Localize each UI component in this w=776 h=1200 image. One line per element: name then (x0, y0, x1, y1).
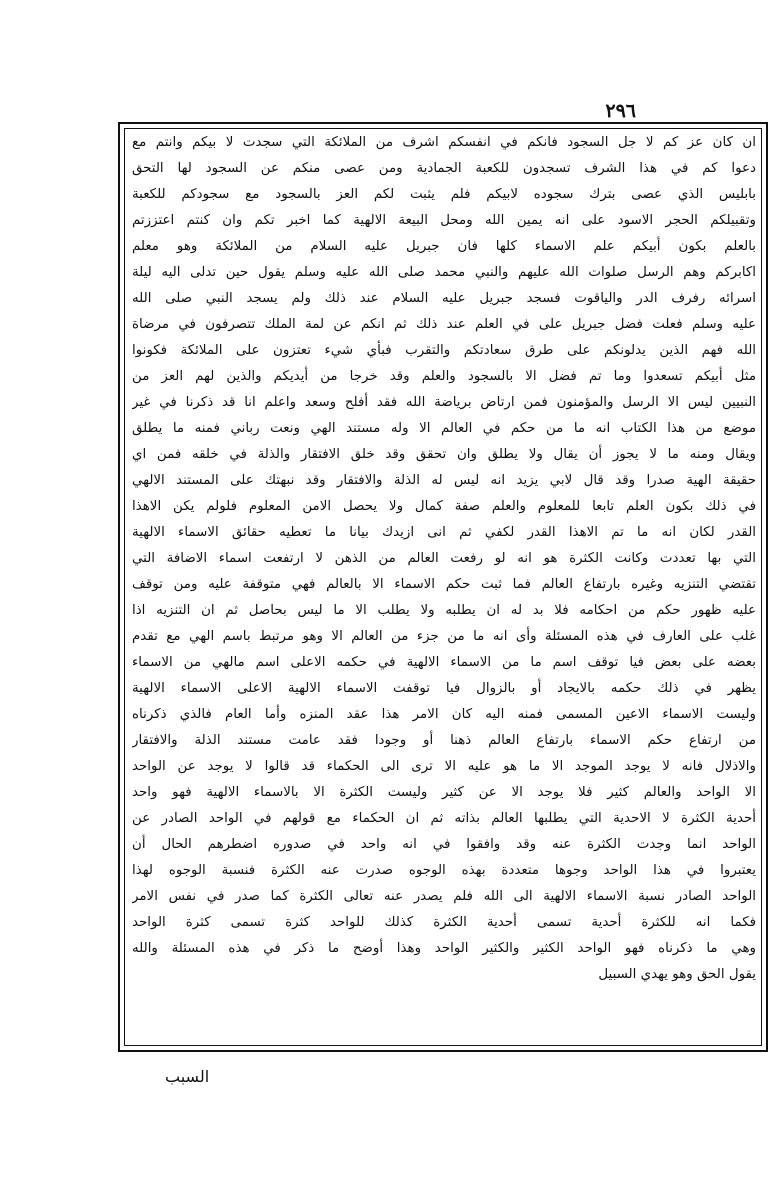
text-line: الا الواحد والعالم كثير فلا يوجد الا عن كثير وليست الكثرة الا بالاسماء الالهية فهو واحد (132, 785, 756, 800)
catchword: السبب (165, 1067, 210, 1086)
text-line: اسرائه رفرف الدر والياقوت فسجد جبريل عليه السلام عند ذلك ولم يسجد النبي صلى الله (132, 291, 756, 306)
text-line: القدر لكان انه ما تم الاهذا القدر لكفي ثم انى ازيدك بيانا ما تعطيه حقائق الاسماء الالهية (132, 525, 756, 540)
text-line: الواحد الصادر نسبة الاسماء الالهية الى الله فلم يصدر عنه تعالى الكثرة كما صدر في نفس الامر (132, 889, 756, 904)
text-line: دعوا كم في هذا الشرف تسجدون للكعبة الجمادية ومن عصى منكم عن السجود لها التحق (132, 161, 756, 176)
text-line: حقيقة الهية صدرا وقد قال لابي يزيد انه ليس له الذلة والافتقار وقد نبهتك على المستند الالهي (132, 473, 756, 488)
text-frame (118, 122, 768, 1052)
text-line: عليه وسلم فعلت فضل جبريل على في العلم عند ذلك ثم انكم عن لمة الملك تتصرفون في مرضاة (132, 317, 756, 332)
text-line: يقول الحق وهو يهدي السبيل (598, 967, 756, 982)
text-line: يظهر في ذلك حكمه بالايجاد أو بالزوال فيا توقفت الاسماء الالهية الاعلى الاسماء الالهية (132, 681, 756, 696)
text-line: موضع من هذا الكتاب انه ما من حكم في العالم الا وله مستند الهي ونعت رباني فمنه ما يطلق (132, 421, 756, 436)
text-line: في ذلك بكون العلم تابعا للمعلوم والعلم صفة كمال ولا يحصل الامن المعلوم فلولم يكن الاهذا (132, 499, 756, 514)
text-line: والاذلال فانه لا يوجد الموجد الا ما هو عليه الا ترى الى الحكماء قد قالوا لا يوجد عن الواحد (132, 759, 756, 774)
text-line: مثل أبيكم تسعدوا وما تم فضل الا بالسجود والعلم وقد خرجا من أيديكم والذين لهم العز من (132, 369, 756, 384)
text-line: بعضه على بعض فيا توقف اسم ما من الاسماء الالهية في حكمه الاعلى اسم مالهي من الاسماء (132, 655, 756, 670)
text-line: غلب على العارف في هذه المسئلة وأى انه ما من جزء من العالم الا وهو مرتبط باسم الهي مع تقدم (132, 629, 756, 644)
text-line: التي بها تعددت وكانت الكثرة هو انه لو رفعت العالم من الذهن لا ارتفعت اسماء الاضافة التي (132, 551, 756, 566)
text-line: وهي ما ذكرناه فهو الواحد الكثير والكثير الواحد وهذا أوضح ما ذكر في هذه المسئلة والله (132, 941, 756, 956)
text-line: الله فهم الذين يدلونكم على طرق سعادتكم والتقرب فبأي شيء تعتزون على الملائكة فكونوا (132, 343, 756, 358)
text-line: الواحد انما وجدت الكثرة عنه وقد وافقوا في انه واحد في صدوره اضطرهم الحال أن (132, 837, 756, 852)
text-line: النبيين ليس الا الرسل والمؤمنون فمن ارتاض برياضة الله فقد أفلح وسعد واعلم انا قد ذكرنا في غير (132, 395, 756, 410)
text-line: فكما انه للكثرة أحدية تسمى أحدية الكثرة كذلك للواحد كثرة تسمى كثرة الواحد (132, 915, 756, 930)
text-line: وتقبيلكم الحجر الاسود على انه يمين الله ومحل البيعة الالهية كما اخبر تكم وان كنتم اعتززتم (132, 213, 756, 228)
text-line: تقتضي التنزيه وغيره بارتفاع العالم فما ثبت حكم الاسماء الا بالعالم فهي متوقفة عليه ومن توقف (132, 577, 756, 592)
text-line: يعتبروا في هذا الواحد وجوها متعددة بهذه الوجوه صدرت عنه الكثرة فنسبة الوجوه لهذا (132, 863, 756, 878)
text-line: ويقال ومنه ما لا يجوز أن يقال ولا يطلق وان تحقق وقد خلق الافتقار والذلة في خلقه فمن اي (132, 447, 756, 462)
text-line: أحدية الكثرة لا الاحدية التي يطلبها العالم بذاته ثم ان الحكماء مع قولهم في الواحد الصادر عن (132, 811, 756, 826)
text-line: ان كان عز كم لا جل السجود فانكم في انفسكم اشرف من الملائكة التي سجدت لا بيكم وانتم مع (132, 135, 756, 150)
page-number: ٢٩٦ (605, 100, 636, 122)
body-text (132, 130, 756, 988)
text-line: من ارتفاع حكم الاسماء بارتفاع العالم ذهنا أو وجودا فقد عامت مستند الذلة والافتقار (132, 733, 756, 748)
text-line: بالعلم بكون أبيكم علم الاسماء كلها فان جبريل عليه السلام من الملائكة وهو معلم (132, 239, 756, 254)
text-line: عليه ظهور حكم من احكامه فلا بد له ان يطلبه ولا يطلب الا ما ليس بحاصل ثم ان التنزيه اذا (132, 603, 756, 618)
text-line: وليست الاسماء الاعين المسمى فمنه اليه كان الامر هذا عقد المنزه وأما العام فالذي ذكرناه (132, 707, 756, 722)
text-line: بابليس الذي عصى بترك سجوده لابيكم فلم يثبت لكم العز بالسجود مع سجودكم للكعبة (132, 187, 756, 202)
text-line: اكابركم وهم الرسل صلوات الله عليهم والنبي محمد صلى الله عليه وسلم يقول حين تدلى اليه ليلة (132, 265, 756, 280)
